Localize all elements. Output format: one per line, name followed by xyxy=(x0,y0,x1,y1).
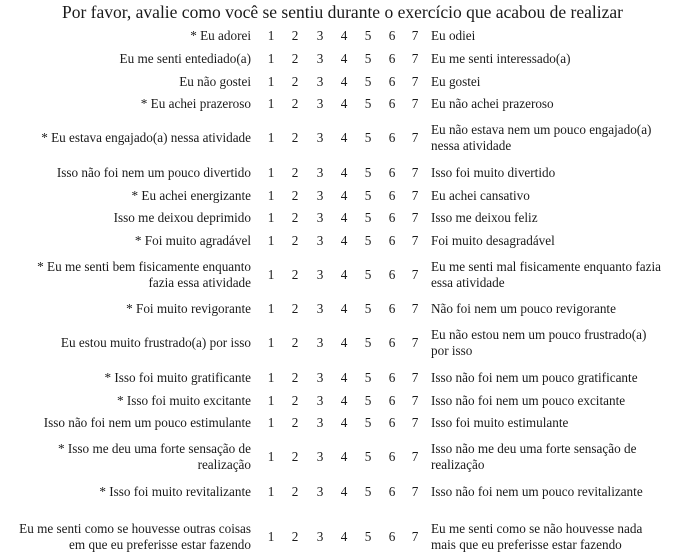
right-anchor-label xyxy=(431,259,661,291)
scale-option-6[interactable]: 6 xyxy=(388,449,396,464)
scale-option-3[interactable]: 3 xyxy=(316,130,324,145)
page-title: Por favor, avalie como você se sentiu durante o exercício que acabou de realizar xyxy=(62,2,623,22)
scale-option-5[interactable]: 5 xyxy=(364,96,372,111)
scale-option-5[interactable]: 5 xyxy=(364,51,372,66)
left-anchor-line: em que eu preferisse estar fazendo xyxy=(69,537,251,552)
left-anchor-label xyxy=(37,259,251,291)
scale-option-1[interactable]: 1 xyxy=(267,96,275,111)
left-anchor-line: * Isso foi muito revitalizante xyxy=(99,484,251,499)
left-anchor-label xyxy=(19,521,251,553)
scale-option-4[interactable]: 4 xyxy=(340,51,348,66)
left-anchor-label xyxy=(190,28,251,44)
scale-option-6[interactable]: 6 xyxy=(388,301,396,316)
left-anchor-line: fazia essa atividade xyxy=(148,275,251,290)
scale-option-6[interactable]: 6 xyxy=(388,370,396,385)
scale-option-3[interactable]: 3 xyxy=(316,28,324,43)
left-anchor-line: Eu me senti como se houvesse outras coisas xyxy=(19,521,251,536)
right-anchor-label xyxy=(431,96,554,112)
scale-option-2[interactable]: 2 xyxy=(291,370,299,385)
scale-option-6[interactable]: 6 xyxy=(388,415,396,430)
scale-option-3[interactable]: 3 xyxy=(316,301,324,316)
scale-option-1[interactable]: 1 xyxy=(267,449,275,464)
right-anchor-label xyxy=(431,393,625,409)
scale-option-7[interactable]: 7 xyxy=(411,130,419,145)
scale-option-2[interactable]: 2 xyxy=(291,165,299,180)
right-anchor-label xyxy=(431,415,568,431)
scale-option-1[interactable]: 1 xyxy=(267,415,275,430)
scale-option-3[interactable]: 3 xyxy=(316,188,324,203)
right-anchor-label xyxy=(431,484,643,500)
scale-option-3[interactable]: 3 xyxy=(316,415,324,430)
scale-option-1[interactable]: 1 xyxy=(267,335,275,350)
scale-option-7[interactable]: 7 xyxy=(411,370,419,385)
left-anchor-line: Eu estou muito frustrado(a) por isso xyxy=(60,335,251,350)
scale-option-7[interactable]: 7 xyxy=(411,335,419,350)
right-anchor-line: Isso não foi nem um pouco gratificante xyxy=(431,370,638,385)
right-anchor-line: Não foi nem um pouco revigorante xyxy=(431,301,616,316)
left-anchor-line: realização xyxy=(197,457,251,472)
left-anchor-line: Eu não gostei xyxy=(179,74,251,89)
scale-option-2[interactable]: 2 xyxy=(291,335,299,350)
scale-option-6[interactable]: 6 xyxy=(388,484,396,499)
right-anchor-label xyxy=(431,210,538,226)
right-anchor-line: essa atividade xyxy=(431,275,505,290)
scale-option-5[interactable]: 5 xyxy=(364,130,372,145)
scale-option-4[interactable]: 4 xyxy=(340,370,348,385)
right-anchor-label xyxy=(431,28,475,44)
left-anchor-label xyxy=(44,415,251,431)
right-anchor-line: Eu não achei prazeroso xyxy=(431,96,554,111)
scale-option-2[interactable]: 2 xyxy=(291,130,299,145)
scale-option-2[interactable]: 2 xyxy=(291,267,299,282)
left-anchor-label xyxy=(117,393,251,409)
left-anchor-line: Eu me senti entediado(a) xyxy=(119,51,251,66)
scale-option-4[interactable]: 4 xyxy=(340,96,348,111)
scale-option-2[interactable]: 2 xyxy=(291,301,299,316)
scale-option-5[interactable]: 5 xyxy=(364,210,372,225)
scale-option-5[interactable]: 5 xyxy=(364,188,372,203)
scale-option-1[interactable]: 1 xyxy=(267,28,275,43)
right-anchor-line: Isso foi muito estimulante xyxy=(431,415,569,430)
scale-option-4[interactable]: 4 xyxy=(340,130,348,145)
left-anchor-line: Isso não foi nem um pouco estimulante xyxy=(43,415,251,430)
right-anchor-line: Eu achei cansativo xyxy=(431,188,530,203)
left-anchor-line: * Isso foi muito excitante xyxy=(116,393,251,408)
scale-option-4[interactable]: 4 xyxy=(340,529,348,544)
left-anchor-line: * Eu achei prazeroso xyxy=(140,96,251,111)
left-anchor-label xyxy=(57,165,251,181)
scale-option-5[interactable]: 5 xyxy=(364,233,372,248)
scale-option-5[interactable]: 5 xyxy=(364,28,372,43)
scale-option-7[interactable]: 7 xyxy=(411,267,419,282)
scale-option-4[interactable]: 4 xyxy=(340,28,348,43)
scale-option-6[interactable]: 6 xyxy=(388,335,396,350)
scale-option-6[interactable]: 6 xyxy=(388,51,396,66)
scale-option-7[interactable]: 7 xyxy=(411,188,419,203)
scale-option-2[interactable]: 2 xyxy=(291,28,299,43)
right-anchor-line: Eu odiei xyxy=(431,28,476,43)
scale-option-4[interactable]: 4 xyxy=(340,210,348,225)
scale-option-6[interactable]: 6 xyxy=(388,165,396,180)
scale-option-1[interactable]: 1 xyxy=(267,267,275,282)
left-anchor-line: Isso me deixou deprimido xyxy=(113,210,251,225)
right-anchor-label xyxy=(431,165,555,181)
scale-option-7[interactable]: 7 xyxy=(411,301,419,316)
scale-option-6[interactable]: 6 xyxy=(388,233,396,248)
scale-option-2[interactable]: 2 xyxy=(291,210,299,225)
scale-option-5[interactable]: 5 xyxy=(364,74,372,89)
right-anchor-label xyxy=(431,74,480,90)
scale-option-2[interactable]: 2 xyxy=(291,233,299,248)
right-anchor-line: Foi muito desagradável xyxy=(431,233,555,248)
scale-option-2[interactable]: 2 xyxy=(291,529,299,544)
scale-option-5[interactable]: 5 xyxy=(364,370,372,385)
scale-option-4[interactable]: 4 xyxy=(340,301,348,316)
scale-option-1[interactable]: 1 xyxy=(267,51,275,66)
scale-option-5[interactable]: 5 xyxy=(364,529,372,544)
scale-option-3[interactable]: 3 xyxy=(316,335,324,350)
left-anchor-label xyxy=(120,51,251,67)
scale-option-3[interactable]: 3 xyxy=(316,96,324,111)
left-anchor-label xyxy=(135,233,251,249)
scale-option-7[interactable]: 7 xyxy=(411,165,419,180)
left-anchor-label xyxy=(41,130,251,146)
right-anchor-label xyxy=(431,122,651,154)
left-anchor-line: * Eu achei energizante xyxy=(131,188,251,203)
scale-option-6[interactable]: 6 xyxy=(388,529,396,544)
left-anchor-line: * Foi muito revigorante xyxy=(126,301,251,316)
right-anchor-line: Isso não foi nem um pouco excitante xyxy=(431,393,626,408)
scale-option-7[interactable]: 7 xyxy=(411,96,419,111)
right-anchor-label xyxy=(431,370,638,386)
scale-option-5[interactable]: 5 xyxy=(364,415,372,430)
right-anchor-line: Isso não foi nem um pouco revitalizante xyxy=(431,484,643,499)
left-anchor-line: * Isso foi muito gratificante xyxy=(104,370,251,385)
scale-option-7[interactable]: 7 xyxy=(411,529,419,544)
left-anchor-label xyxy=(141,96,251,112)
scale-option-3[interactable]: 3 xyxy=(316,165,324,180)
scale-option-1[interactable]: 1 xyxy=(267,188,275,203)
right-anchor-line: Eu não estou nem um pouco frustrado(a) xyxy=(431,327,647,342)
right-anchor-label xyxy=(431,301,616,317)
left-anchor-label xyxy=(105,370,252,386)
scale-option-5[interactable]: 5 xyxy=(364,335,372,350)
scale-option-1[interactable]: 1 xyxy=(267,484,275,499)
scale-option-4[interactable]: 4 xyxy=(340,188,348,203)
right-anchor-label xyxy=(431,188,530,204)
scale-option-6[interactable]: 6 xyxy=(388,393,396,408)
scale-option-4[interactable]: 4 xyxy=(340,267,348,282)
right-anchor-line: nessa atividade xyxy=(431,138,512,153)
scale-option-6[interactable]: 6 xyxy=(388,74,396,89)
scale-option-3[interactable]: 3 xyxy=(316,370,324,385)
left-anchor-line: * Isso me deu uma forte sensação de xyxy=(58,441,251,456)
left-anchor-line: Isso não foi nem um pouco divertido xyxy=(56,165,251,180)
scale-option-7[interactable]: 7 xyxy=(411,393,419,408)
left-anchor-line: * Eu estava engajado(a) nessa atividade xyxy=(41,130,251,145)
scale-option-1[interactable]: 1 xyxy=(267,165,275,180)
scale-option-1[interactable]: 1 xyxy=(267,301,275,316)
right-anchor-label xyxy=(431,521,642,553)
scale-option-4[interactable]: 4 xyxy=(340,233,348,248)
right-anchor-line: Isso foi muito divertido xyxy=(431,165,556,180)
scale-option-2[interactable]: 2 xyxy=(291,449,299,464)
scale-option-4[interactable]: 4 xyxy=(340,74,348,89)
scale-option-6[interactable]: 6 xyxy=(388,28,396,43)
scale-option-7[interactable]: 7 xyxy=(411,233,419,248)
scale-option-6[interactable]: 6 xyxy=(388,188,396,203)
scale-option-2[interactable]: 2 xyxy=(291,188,299,203)
scale-option-1[interactable]: 1 xyxy=(267,529,275,544)
scale-option-5[interactable]: 5 xyxy=(364,393,372,408)
right-anchor-line: Eu me senti interessado(a) xyxy=(431,51,571,66)
right-anchor-line: Eu me senti como se não houvesse nada xyxy=(431,521,643,536)
scale-option-2[interactable]: 2 xyxy=(291,96,299,111)
right-anchor-line: Eu gostei xyxy=(431,74,481,89)
scale-option-1[interactable]: 1 xyxy=(267,233,275,248)
left-anchor-label xyxy=(61,335,251,351)
scale-option-4[interactable]: 4 xyxy=(340,484,348,499)
scale-option-5[interactable]: 5 xyxy=(364,484,372,499)
scale-option-4[interactable]: 4 xyxy=(340,415,348,430)
scale-option-3[interactable]: 3 xyxy=(316,484,324,499)
scale-option-7[interactable]: 7 xyxy=(411,74,419,89)
left-anchor-label xyxy=(179,74,251,90)
left-anchor-line: * Foi muito agradável xyxy=(134,233,251,248)
scale-option-3[interactable]: 3 xyxy=(316,529,324,544)
scale-option-3[interactable]: 3 xyxy=(316,51,324,66)
scale-option-3[interactable]: 3 xyxy=(316,267,324,282)
left-anchor-line: * Eu adorei xyxy=(190,28,251,43)
right-anchor-line: realização xyxy=(431,457,485,472)
scale-option-7[interactable]: 7 xyxy=(411,28,419,43)
right-anchor-line: Eu não estava nem um pouco engajado(a) xyxy=(431,122,652,137)
scale-option-3[interactable]: 3 xyxy=(316,210,324,225)
scale-option-6[interactable]: 6 xyxy=(388,130,396,145)
scale-option-7[interactable]: 7 xyxy=(411,449,419,464)
scale-option-7[interactable]: 7 xyxy=(411,484,419,499)
scale-option-4[interactable]: 4 xyxy=(340,165,348,180)
scale-option-7[interactable]: 7 xyxy=(411,415,419,430)
scale-option-4[interactable]: 4 xyxy=(340,393,348,408)
scale-option-4[interactable]: 4 xyxy=(340,335,348,350)
left-anchor-label xyxy=(58,441,251,473)
right-anchor-line: mais que eu preferisse estar fazendo xyxy=(431,537,622,552)
right-anchor-label xyxy=(431,233,555,249)
scale-option-6[interactable]: 6 xyxy=(388,96,396,111)
scale-option-1[interactable]: 1 xyxy=(267,370,275,385)
left-anchor-label xyxy=(114,210,251,226)
scale-option-2[interactable]: 2 xyxy=(291,393,299,408)
right-anchor-line: Isso não me deu uma forte sensação de xyxy=(431,441,637,456)
scale-option-2[interactable]: 2 xyxy=(291,51,299,66)
left-anchor-label xyxy=(99,484,251,500)
scale-option-3[interactable]: 3 xyxy=(316,449,324,464)
scale-option-7[interactable]: 7 xyxy=(411,210,419,225)
scale-option-5[interactable]: 5 xyxy=(364,165,372,180)
scale-option-6[interactable]: 6 xyxy=(388,267,396,282)
scale-option-1[interactable]: 1 xyxy=(267,74,275,89)
right-anchor-label xyxy=(431,441,636,473)
scale-option-2[interactable]: 2 xyxy=(291,484,299,499)
scale-option-1[interactable]: 1 xyxy=(267,393,275,408)
scale-option-1[interactable]: 1 xyxy=(267,210,275,225)
scale-option-3[interactable]: 3 xyxy=(316,74,324,89)
scale-option-5[interactable]: 5 xyxy=(364,301,372,316)
scale-option-1[interactable]: 1 xyxy=(267,130,275,145)
scale-option-3[interactable]: 3 xyxy=(316,393,324,408)
right-anchor-label xyxy=(431,51,571,67)
scale-option-2[interactable]: 2 xyxy=(291,74,299,89)
left-anchor-line: * Eu me senti bem fisicamente enquanto xyxy=(37,259,251,274)
scale-option-6[interactable]: 6 xyxy=(388,210,396,225)
right-anchor-line: por isso xyxy=(431,343,473,358)
left-anchor-label xyxy=(126,301,251,317)
scale-option-2[interactable]: 2 xyxy=(291,415,299,430)
right-anchor-line: Eu me senti mal fisicamente enquanto fazia xyxy=(431,259,661,274)
right-anchor-line: Isso me deixou feliz xyxy=(431,210,538,225)
scale-option-5[interactable]: 5 xyxy=(364,449,372,464)
scale-option-3[interactable]: 3 xyxy=(316,233,324,248)
right-anchor-label xyxy=(431,327,646,359)
left-anchor-label xyxy=(132,188,251,204)
scale-option-7[interactable]: 7 xyxy=(411,51,419,66)
scale-option-4[interactable]: 4 xyxy=(340,449,348,464)
scale-option-5[interactable]: 5 xyxy=(364,267,372,282)
